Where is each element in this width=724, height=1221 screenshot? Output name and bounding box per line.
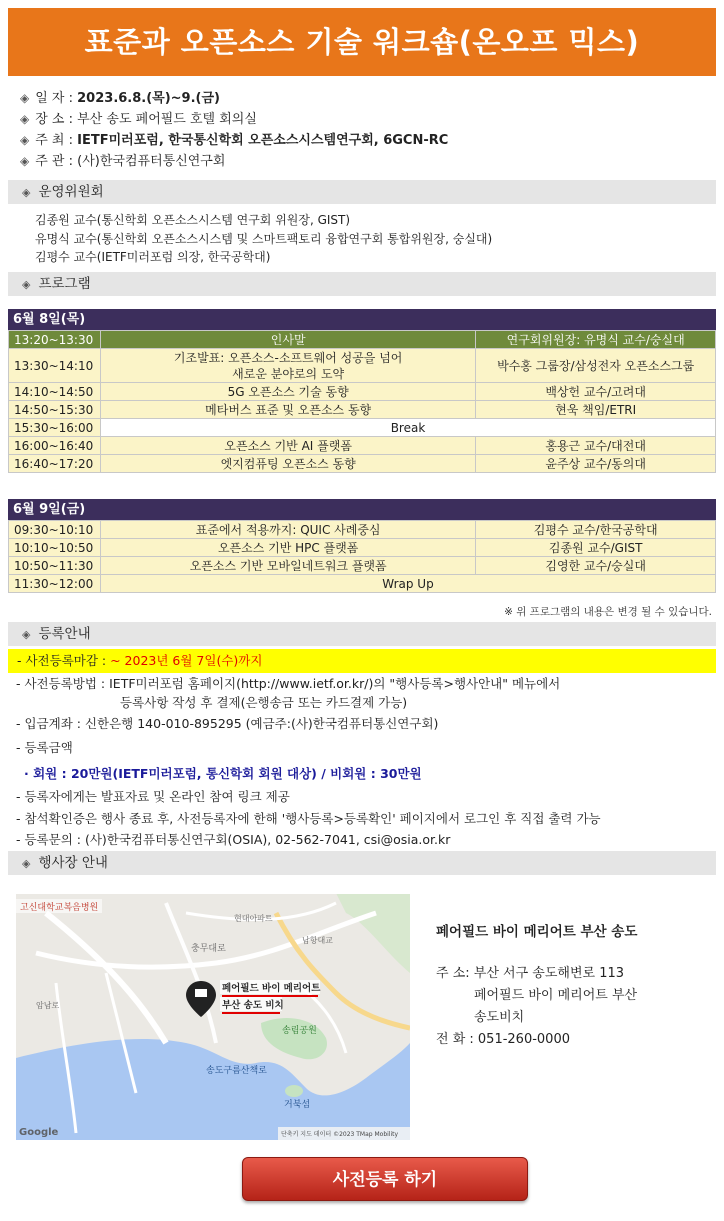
diamond-icon: ◈ (22, 857, 31, 870)
diamond-icon: ◈ (22, 186, 31, 199)
map-label-hospital: 고신대학교복음병원 (20, 903, 99, 913)
table-row: 16:00~16:40 오픈소스 기반 AI 플랫폼 홍용근 교수/대전대 (9, 437, 716, 455)
committee-member: 김종원 교수(통신학회 오픈소스시스템 연구회 위원장, GIST) (35, 213, 351, 227)
map-label-bridge: 남항대교 (302, 936, 333, 945)
registration-fee-label: - 등록금액 (16, 740, 73, 755)
info-host: ◈ 주 최 : IETF미러포럼, 한국통신학회 오픈소스시스템연구회, 6GCN-RC (20, 133, 449, 148)
diamond-icon: ◈ (20, 112, 30, 126)
map-credit: 단축키 지도 데이터 ©2023 TMap Mobility (281, 1131, 399, 1138)
map-label-apartment: 현대아파트 (234, 914, 273, 923)
registration-heading: ◈ 등록안내 (8, 622, 716, 646)
venue-name: 페어필드 바이 메리어트 부산 송도 (436, 924, 638, 940)
committee-list (35, 211, 492, 267)
table-row: 14:50~15:30 메타버스 표준 및 오픈소스 동향 현욱 책임/ETRI (9, 401, 716, 419)
table-row: 13:20~13:30 인사말 연구회위원장: 유명식 교수/숭실대 (9, 331, 716, 349)
committee-member: 김평수 교수(IETF미러포럼 의장, 한국공학대) (35, 250, 271, 264)
event-info (20, 88, 448, 172)
page-title: 표준과 오픈소스 기술 워크숍(온오프 믹스) (8, 8, 716, 76)
diamond-icon: ◈ (20, 133, 30, 147)
committee-heading: ◈ 운영위원회 (8, 180, 716, 204)
day2-schedule (8, 520, 716, 593)
day2-header: 6월 9일(금) (8, 499, 716, 520)
table-row: 13:30~14:10 기조발표: 오픈소스-소프트웨어 성공을 넘어 새로운 분야로의 도약 박수홍 그룹장/삼성전자 오픈소스그룹 (9, 349, 716, 383)
program-heading: ◈ 프로그램 (8, 272, 716, 296)
day1-schedule (8, 330, 716, 473)
registration-fee: · 회원 : 20만원(IETF미러포럼, 통신학회 회원 대상) / 비회원 : 30만원 (24, 766, 422, 781)
venue-phone: 전 화 : 051-260-0000 (436, 1032, 570, 1047)
info-organizer: ◈ 주 관 : (사)한국컴퓨터통신연구회 (20, 154, 226, 169)
map-label-turtle: 거북섬 (284, 1100, 311, 1110)
table-row: 11:30~12:00 Wrap Up (9, 575, 716, 593)
map-label-amnam: 암남로 (36, 1001, 60, 1010)
diamond-icon: ◈ (22, 628, 31, 641)
venue-address: 주 소: 부산 서구 송도해변로 113 (436, 966, 625, 981)
registration-method: - 사전등록방법 : IETF미러포럼 홈페이지(http://www.ietf.or.kr/)의 "행사등록>행사안내" 메뉴에서 등록사항 작성 후 결제(은행송금 또는 카드결제 가능) (16, 676, 561, 710)
diamond-icon: ◈ (20, 154, 30, 168)
map-label-walk: 송도구름산책로 (206, 1066, 267, 1076)
venue-map[interactable] (16, 893, 410, 1140)
day1-header: 6월 8일(목) (8, 309, 716, 330)
pre-register-button[interactable]: 사전등록 하기 (242, 1157, 528, 1201)
map-graphic (16, 893, 410, 1140)
info-place: ◈ 장 소 : 부산 송도 페어필드 호텔 회의실 (20, 112, 257, 127)
map-label-road: 충무대로 (191, 944, 226, 954)
venue-info: 페어필드 바이 메리어트 부산 송도 주 소: 부산 서구 송도해변로 113 페어필드 바이 메리어트 부산 송도비치 전 화 : 051-260-0000 (436, 921, 637, 1051)
registration-certificate: - 참석확인증은 행사 종료 후, 사전등록자에 한해 '행사등록>등록확인' 페이지에서 로그인 후 직접 출력 가능 (16, 811, 601, 826)
registration-contact: - 등록문의 : (사)한국컴퓨터통신연구회(OSIA), 02-562-7041, csi@osia.or.kr (16, 832, 451, 847)
google-logo: Google (19, 1127, 59, 1138)
table-row: 15:30~16:00 Break (9, 419, 716, 437)
table-row: 09:30~10:10 표준에서 적용까지: QUIC 사례중심 김평수 교수/한국공학대 (9, 521, 716, 539)
registration-deadline: - 사전등록마감 : ~ 2023년 6월 7일(수)까지 (8, 649, 716, 673)
table-row: 14:10~14:50 5G 오픈소스 기술 동향 백상헌 교수/고려대 (9, 383, 716, 401)
committee-member: 유명식 교수(통신학회 오픈소스시스템 및 스마트팩토리 융합연구회 통합위원장, 숭실대) (35, 231, 493, 246)
map-label-park: 송림공원 (282, 1026, 317, 1036)
map-pin-label: 페어필드 바이 메리어트 (222, 983, 321, 994)
registration-account: - 입금계좌 : 신한은행 140-010-895295 (예금주:(사)한국컴퓨터통신연구회) (16, 716, 439, 731)
table-row: 10:10~10:50 오픈소스 기반 HPC 플랫폼 김종원 교수/GIST (9, 539, 716, 557)
program-note: ※ 위 프로그램의 내용은 변경 될 수 있습니다. (504, 606, 712, 618)
map-pin-label-2: 부산 송도 비치 (222, 1000, 284, 1011)
registration-materials: - 등록자에게는 발표자료 및 온라인 참여 링크 제공 (16, 789, 290, 804)
diamond-icon: ◈ (22, 278, 31, 291)
table-row: 16:40~17:20 엣지컴퓨팅 오픈소스 동향 윤주상 교수/동의대 (9, 455, 716, 473)
info-date: ◈ 일 자 : 2023.6.8.(목)~9.(금) (20, 91, 220, 106)
table-row: 10:50~11:30 오픈소스 기반 모바일네트워크 플랫폼 김영한 교수/숭실대 (9, 557, 716, 575)
diamond-icon: ◈ (20, 91, 30, 105)
venue-heading: ◈ 행사장 안내 (8, 851, 716, 875)
